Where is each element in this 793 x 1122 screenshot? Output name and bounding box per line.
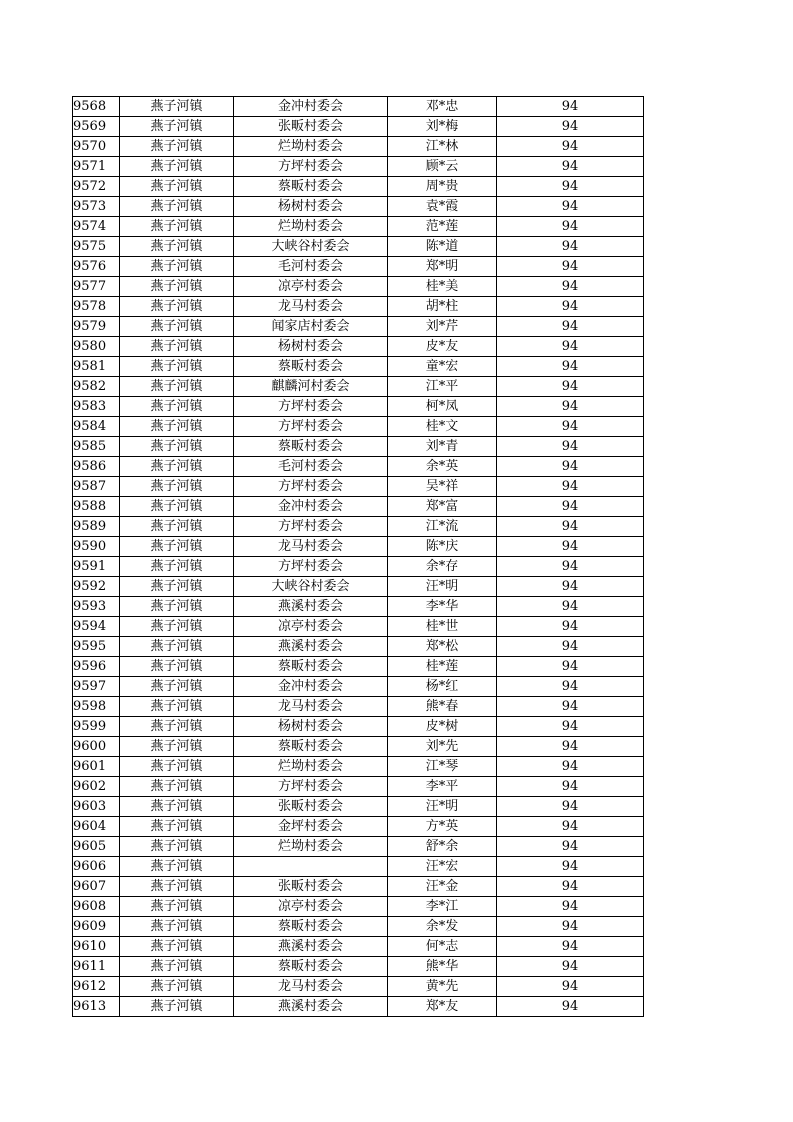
town-cell: 燕子河镇 xyxy=(120,117,234,137)
score-cell: 94 xyxy=(497,177,644,197)
town-cell: 燕子河镇 xyxy=(120,557,234,577)
village-cell: 烂坳村委会 xyxy=(234,757,388,777)
table-row xyxy=(73,417,644,437)
town-cell: 燕子河镇 xyxy=(120,737,234,757)
score-cell: 94 xyxy=(497,517,644,537)
serial-number-cell: 9604 xyxy=(73,817,120,837)
village-cell: 方坪村委会 xyxy=(234,517,388,537)
serial-number-cell: 9570 xyxy=(73,137,120,157)
serial-number-cell: 9603 xyxy=(73,797,120,817)
score-cell: 94 xyxy=(497,877,644,897)
score-cell: 94 xyxy=(497,377,644,397)
score-cell: 94 xyxy=(497,357,644,377)
person-name-cell: 皮*树 xyxy=(388,717,497,737)
town-cell: 燕子河镇 xyxy=(120,177,234,197)
person-name-cell: 余*发 xyxy=(388,917,497,937)
person-name-cell: 郑*富 xyxy=(388,497,497,517)
score-cell: 94 xyxy=(497,197,644,217)
serial-number-cell: 9572 xyxy=(73,177,120,197)
village-cell: 龙马村委会 xyxy=(234,537,388,557)
score-cell: 94 xyxy=(497,97,644,117)
person-name-cell: 周*贵 xyxy=(388,177,497,197)
table-row xyxy=(73,817,644,837)
table-row xyxy=(73,677,644,697)
town-cell: 燕子河镇 xyxy=(120,97,234,117)
table-row xyxy=(73,177,644,197)
table-row xyxy=(73,897,644,917)
person-name-cell: 桂*美 xyxy=(388,277,497,297)
table-row xyxy=(73,777,644,797)
person-name-cell: 袁*霞 xyxy=(388,197,497,217)
town-cell: 燕子河镇 xyxy=(120,977,234,997)
town-cell: 燕子河镇 xyxy=(120,877,234,897)
village-cell: 蔡畈村委会 xyxy=(234,357,388,377)
score-cell: 94 xyxy=(497,397,644,417)
score-cell: 94 xyxy=(497,997,644,1017)
person-name-cell: 顾*云 xyxy=(388,157,497,177)
person-name-cell: 桂*文 xyxy=(388,417,497,437)
serial-number-cell: 9583 xyxy=(73,397,120,417)
table-row xyxy=(73,637,644,657)
person-name-cell: 刘*先 xyxy=(388,737,497,757)
serial-number-cell: 9581 xyxy=(73,357,120,377)
town-cell: 燕子河镇 xyxy=(120,257,234,277)
village-cell: 龙马村委会 xyxy=(234,977,388,997)
score-cell: 94 xyxy=(497,477,644,497)
person-name-cell: 刘*梅 xyxy=(388,117,497,137)
score-cell: 94 xyxy=(497,217,644,237)
village-cell: 蔡畈村委会 xyxy=(234,437,388,457)
town-cell: 燕子河镇 xyxy=(120,857,234,877)
table-row xyxy=(73,97,644,117)
person-name-cell: 黄*先 xyxy=(388,977,497,997)
serial-number-cell: 9602 xyxy=(73,777,120,797)
person-name-cell: 胡*柱 xyxy=(388,297,497,317)
serial-number-cell: 9584 xyxy=(73,417,120,437)
serial-number-cell: 9578 xyxy=(73,297,120,317)
village-cell xyxy=(234,857,388,877)
village-cell: 杨树村委会 xyxy=(234,197,388,217)
table-row xyxy=(73,857,644,877)
table-row xyxy=(73,357,644,377)
village-cell: 闻家店村委会 xyxy=(234,317,388,337)
score-cell: 94 xyxy=(497,677,644,697)
village-cell: 燕溪村委会 xyxy=(234,597,388,617)
person-name-cell: 吴*祥 xyxy=(388,477,497,497)
town-cell: 燕子河镇 xyxy=(120,837,234,857)
score-cell: 94 xyxy=(497,137,644,157)
town-cell: 燕子河镇 xyxy=(120,957,234,977)
table-row xyxy=(73,737,644,757)
serial-number-cell: 9597 xyxy=(73,677,120,697)
score-cell: 94 xyxy=(497,417,644,437)
village-cell: 烂坳村委会 xyxy=(234,137,388,157)
score-cell: 94 xyxy=(497,977,644,997)
person-name-cell: 李*平 xyxy=(388,777,497,797)
table-row xyxy=(73,917,644,937)
score-cell: 94 xyxy=(497,337,644,357)
serial-number-cell: 9575 xyxy=(73,237,120,257)
person-name-cell: 江*林 xyxy=(388,137,497,157)
town-cell: 燕子河镇 xyxy=(120,197,234,217)
village-cell: 杨树村委会 xyxy=(234,717,388,737)
village-cell: 燕溪村委会 xyxy=(234,937,388,957)
score-cell: 94 xyxy=(497,297,644,317)
village-cell: 烂坳村委会 xyxy=(234,837,388,857)
town-cell: 燕子河镇 xyxy=(120,137,234,157)
person-name-cell: 汪*金 xyxy=(388,877,497,897)
score-cell: 94 xyxy=(497,737,644,757)
table-body xyxy=(73,97,644,1017)
village-cell: 金冲村委会 xyxy=(234,97,388,117)
town-cell: 燕子河镇 xyxy=(120,937,234,957)
table-row xyxy=(73,437,644,457)
serial-number-cell: 9590 xyxy=(73,537,120,557)
serial-number-cell: 9582 xyxy=(73,377,120,397)
village-cell: 方坪村委会 xyxy=(234,157,388,177)
serial-number-cell: 9592 xyxy=(73,577,120,597)
serial-number-cell: 9580 xyxy=(73,337,120,357)
person-name-cell: 童*宏 xyxy=(388,357,497,377)
serial-number-cell: 9574 xyxy=(73,217,120,237)
town-cell: 燕子河镇 xyxy=(120,637,234,657)
person-name-cell: 李*华 xyxy=(388,597,497,617)
town-cell: 燕子河镇 xyxy=(120,797,234,817)
person-name-cell: 江*琴 xyxy=(388,757,497,777)
person-name-cell: 邓*忠 xyxy=(388,97,497,117)
village-cell: 方坪村委会 xyxy=(234,477,388,497)
person-name-cell: 余*英 xyxy=(388,457,497,477)
person-name-cell: 余*存 xyxy=(388,557,497,577)
table-row xyxy=(73,377,644,397)
village-cell: 蔡畈村委会 xyxy=(234,737,388,757)
village-cell: 凉亭村委会 xyxy=(234,277,388,297)
score-cell: 94 xyxy=(497,277,644,297)
person-name-cell: 范*莲 xyxy=(388,217,497,237)
table-row xyxy=(73,557,644,577)
serial-number-cell: 9601 xyxy=(73,757,120,777)
town-cell: 燕子河镇 xyxy=(120,817,234,837)
town-cell: 燕子河镇 xyxy=(120,497,234,517)
table-row xyxy=(73,977,644,997)
table-row xyxy=(73,317,644,337)
village-cell: 燕溪村委会 xyxy=(234,997,388,1017)
village-cell: 毛河村委会 xyxy=(234,457,388,477)
person-name-cell: 李*江 xyxy=(388,897,497,917)
person-name-cell: 何*志 xyxy=(388,937,497,957)
table-row xyxy=(73,957,644,977)
serial-number-cell: 9609 xyxy=(73,917,120,937)
town-cell: 燕子河镇 xyxy=(120,417,234,437)
score-cell: 94 xyxy=(497,437,644,457)
table-row xyxy=(73,477,644,497)
score-cell: 94 xyxy=(497,797,644,817)
table-row xyxy=(73,717,644,737)
person-name-cell: 方*英 xyxy=(388,817,497,837)
table-row xyxy=(73,617,644,637)
town-cell: 燕子河镇 xyxy=(120,237,234,257)
table-row xyxy=(73,497,644,517)
serial-number-cell: 9568 xyxy=(73,97,120,117)
serial-number-cell: 9611 xyxy=(73,957,120,977)
score-cell: 94 xyxy=(497,537,644,557)
serial-number-cell: 9596 xyxy=(73,657,120,677)
data-table xyxy=(72,96,644,1017)
town-cell: 燕子河镇 xyxy=(120,577,234,597)
table-row xyxy=(73,217,644,237)
table-row xyxy=(73,577,644,597)
table-row xyxy=(73,797,644,817)
score-cell: 94 xyxy=(497,237,644,257)
person-name-cell: 江*平 xyxy=(388,377,497,397)
serial-number-cell: 9587 xyxy=(73,477,120,497)
town-cell: 燕子河镇 xyxy=(120,617,234,637)
score-cell: 94 xyxy=(497,897,644,917)
table-row xyxy=(73,397,644,417)
village-cell: 凉亭村委会 xyxy=(234,617,388,637)
person-name-cell: 陈*道 xyxy=(388,237,497,257)
table-row xyxy=(73,757,644,777)
serial-number-cell: 9598 xyxy=(73,697,120,717)
town-cell: 燕子河镇 xyxy=(120,917,234,937)
person-name-cell: 熊*春 xyxy=(388,697,497,717)
village-cell: 张畈村委会 xyxy=(234,117,388,137)
score-cell: 94 xyxy=(497,777,644,797)
table-row xyxy=(73,877,644,897)
village-cell: 毛河村委会 xyxy=(234,257,388,277)
town-cell: 燕子河镇 xyxy=(120,277,234,297)
score-cell: 94 xyxy=(497,637,644,657)
score-cell: 94 xyxy=(497,557,644,577)
village-cell: 张畈村委会 xyxy=(234,797,388,817)
person-name-cell: 汪*宏 xyxy=(388,857,497,877)
village-cell: 蔡畈村委会 xyxy=(234,177,388,197)
village-cell: 凉亭村委会 xyxy=(234,897,388,917)
table-row xyxy=(73,457,644,477)
town-cell: 燕子河镇 xyxy=(120,217,234,237)
person-name-cell: 皮*友 xyxy=(388,337,497,357)
town-cell: 燕子河镇 xyxy=(120,517,234,537)
town-cell: 燕子河镇 xyxy=(120,437,234,457)
town-cell: 燕子河镇 xyxy=(120,677,234,697)
village-cell: 麒麟河村委会 xyxy=(234,377,388,397)
village-cell: 龙马村委会 xyxy=(234,697,388,717)
serial-number-cell: 9588 xyxy=(73,497,120,517)
serial-number-cell: 9586 xyxy=(73,457,120,477)
person-name-cell: 郑*明 xyxy=(388,257,497,277)
score-cell: 94 xyxy=(497,597,644,617)
score-cell: 94 xyxy=(497,457,644,477)
table-row xyxy=(73,697,644,717)
town-cell: 燕子河镇 xyxy=(120,337,234,357)
town-cell: 燕子河镇 xyxy=(120,777,234,797)
serial-number-cell: 9606 xyxy=(73,857,120,877)
score-cell: 94 xyxy=(497,757,644,777)
serial-number-cell: 9585 xyxy=(73,437,120,457)
serial-number-cell: 9591 xyxy=(73,557,120,577)
village-cell: 龙马村委会 xyxy=(234,297,388,317)
serial-number-cell: 9612 xyxy=(73,977,120,997)
serial-number-cell: 9571 xyxy=(73,157,120,177)
person-name-cell: 柯*凤 xyxy=(388,397,497,417)
serial-number-cell: 9608 xyxy=(73,897,120,917)
serial-number-cell: 9613 xyxy=(73,997,120,1017)
person-name-cell: 熊*华 xyxy=(388,957,497,977)
table-row xyxy=(73,117,644,137)
table-row xyxy=(73,277,644,297)
serial-number-cell: 9610 xyxy=(73,937,120,957)
village-cell: 方坪村委会 xyxy=(234,417,388,437)
town-cell: 燕子河镇 xyxy=(120,697,234,717)
score-cell: 94 xyxy=(497,257,644,277)
village-cell: 金冲村委会 xyxy=(234,497,388,517)
table-row xyxy=(73,537,644,557)
serial-number-cell: 9593 xyxy=(73,597,120,617)
village-cell: 杨树村委会 xyxy=(234,337,388,357)
village-cell: 燕溪村委会 xyxy=(234,637,388,657)
town-cell: 燕子河镇 xyxy=(120,597,234,617)
table-row xyxy=(73,157,644,177)
person-name-cell: 刘*芹 xyxy=(388,317,497,337)
town-cell: 燕子河镇 xyxy=(120,537,234,557)
town-cell: 燕子河镇 xyxy=(120,157,234,177)
town-cell: 燕子河镇 xyxy=(120,897,234,917)
score-cell: 94 xyxy=(497,717,644,737)
serial-number-cell: 9594 xyxy=(73,617,120,637)
table-row xyxy=(73,837,644,857)
serial-number-cell: 9595 xyxy=(73,637,120,657)
score-cell: 94 xyxy=(497,117,644,137)
town-cell: 燕子河镇 xyxy=(120,477,234,497)
person-name-cell: 郑*松 xyxy=(388,637,497,657)
serial-number-cell: 9576 xyxy=(73,257,120,277)
village-cell: 金冲村委会 xyxy=(234,677,388,697)
score-cell: 94 xyxy=(497,837,644,857)
village-cell: 金坪村委会 xyxy=(234,817,388,837)
table-row xyxy=(73,517,644,537)
town-cell: 燕子河镇 xyxy=(120,997,234,1017)
person-name-cell: 郑*友 xyxy=(388,997,497,1017)
table-row xyxy=(73,197,644,217)
village-cell: 方坪村委会 xyxy=(234,397,388,417)
serial-number-cell: 9573 xyxy=(73,197,120,217)
town-cell: 燕子河镇 xyxy=(120,357,234,377)
town-cell: 燕子河镇 xyxy=(120,377,234,397)
table-row xyxy=(73,137,644,157)
person-name-cell: 桂*莲 xyxy=(388,657,497,677)
score-cell: 94 xyxy=(497,957,644,977)
table-row xyxy=(73,657,644,677)
town-cell: 燕子河镇 xyxy=(120,457,234,477)
person-name-cell: 杨*红 xyxy=(388,677,497,697)
person-name-cell: 江*流 xyxy=(388,517,497,537)
village-cell: 张畈村委会 xyxy=(234,877,388,897)
score-cell: 94 xyxy=(497,157,644,177)
score-cell: 94 xyxy=(497,497,644,517)
table-row xyxy=(73,237,644,257)
serial-number-cell: 9589 xyxy=(73,517,120,537)
town-cell: 燕子河镇 xyxy=(120,757,234,777)
person-name-cell: 汪*明 xyxy=(388,797,497,817)
serial-number-cell: 9577 xyxy=(73,277,120,297)
person-name-cell: 汪*明 xyxy=(388,577,497,597)
score-cell: 94 xyxy=(497,817,644,837)
town-cell: 燕子河镇 xyxy=(120,657,234,677)
table-row xyxy=(73,597,644,617)
village-cell: 大峡谷村委会 xyxy=(234,577,388,597)
village-cell: 方坪村委会 xyxy=(234,557,388,577)
table-row xyxy=(73,937,644,957)
score-cell: 94 xyxy=(497,857,644,877)
serial-number-cell: 9579 xyxy=(73,317,120,337)
person-name-cell: 桂*世 xyxy=(388,617,497,637)
score-cell: 94 xyxy=(497,697,644,717)
table-row xyxy=(73,337,644,357)
town-cell: 燕子河镇 xyxy=(120,317,234,337)
score-cell: 94 xyxy=(497,917,644,937)
person-name-cell: 陈*庆 xyxy=(388,537,497,557)
serial-number-cell: 9607 xyxy=(73,877,120,897)
serial-number-cell: 9599 xyxy=(73,717,120,737)
score-cell: 94 xyxy=(497,937,644,957)
table-row xyxy=(73,257,644,277)
score-cell: 94 xyxy=(497,617,644,637)
table-row xyxy=(73,297,644,317)
table-row xyxy=(73,997,644,1017)
person-name-cell: 舒*余 xyxy=(388,837,497,857)
person-name-cell: 刘*青 xyxy=(388,437,497,457)
score-cell: 94 xyxy=(497,657,644,677)
score-cell: 94 xyxy=(497,577,644,597)
serial-number-cell: 9605 xyxy=(73,837,120,857)
serial-number-cell: 9600 xyxy=(73,737,120,757)
village-cell: 方坪村委会 xyxy=(234,777,388,797)
village-cell: 蔡畈村委会 xyxy=(234,957,388,977)
town-cell: 燕子河镇 xyxy=(120,397,234,417)
village-cell: 烂坳村委会 xyxy=(234,217,388,237)
village-cell: 大峡谷村委会 xyxy=(234,237,388,257)
town-cell: 燕子河镇 xyxy=(120,297,234,317)
serial-number-cell: 9569 xyxy=(73,117,120,137)
town-cell: 燕子河镇 xyxy=(120,717,234,737)
village-cell: 蔡畈村委会 xyxy=(234,657,388,677)
score-cell: 94 xyxy=(497,317,644,337)
village-cell: 蔡畈村委会 xyxy=(234,917,388,937)
